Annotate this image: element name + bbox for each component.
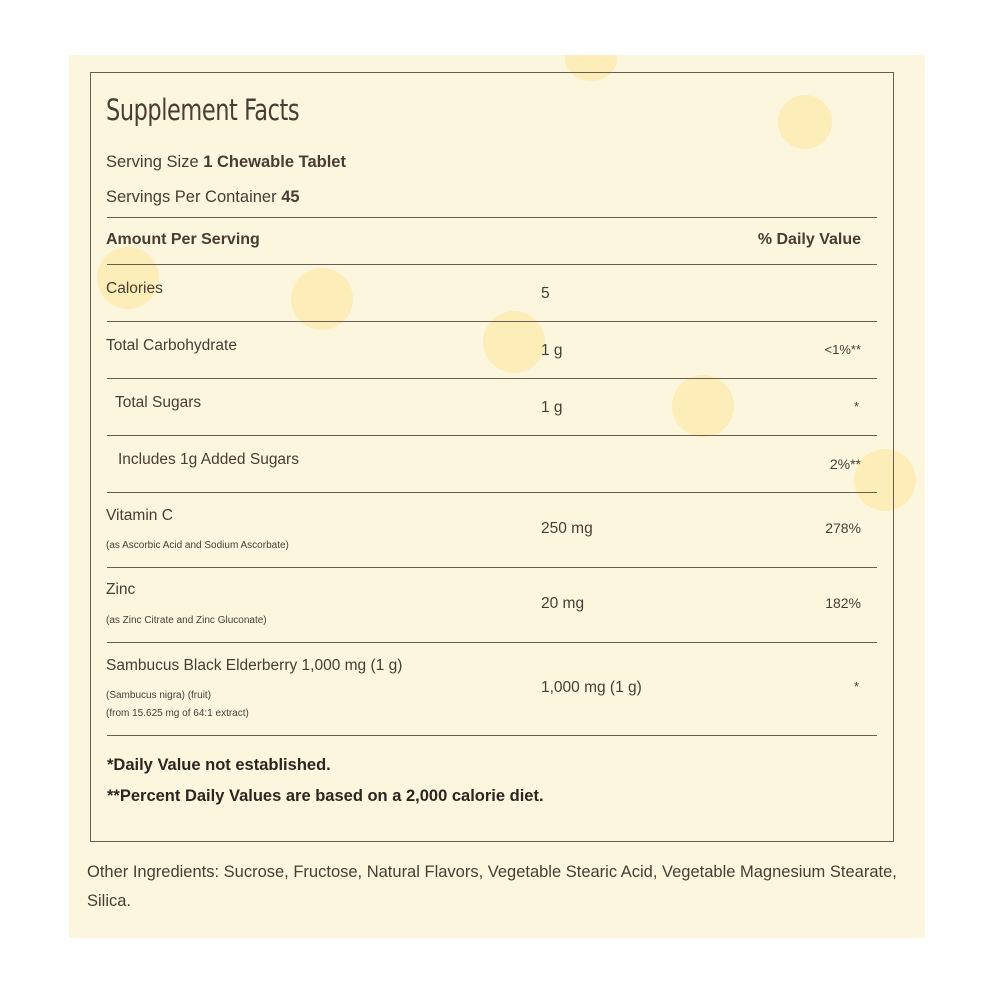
divider <box>107 217 877 218</box>
row-amount: 1 g <box>541 342 563 359</box>
divider <box>107 642 877 643</box>
footnote-percent-daily-values: **Percent Daily Values are based on a 2,000 calorie diet. <box>107 787 544 805</box>
row-daily-value: <1%** <box>824 342 861 357</box>
row-amount: 5 <box>541 285 550 302</box>
serving-size <box>106 153 346 172</box>
row-name: Total Sugars <box>115 394 202 411</box>
row-sub-note: (as Ascorbic Acid and Sodium Ascorbate) <box>106 540 289 551</box>
header-daily-value: % Daily Value <box>757 231 861 248</box>
divider <box>107 567 877 568</box>
divider <box>107 435 877 436</box>
row-daily-value: 2%** <box>829 456 861 472</box>
supplement-facts-box <box>90 72 894 842</box>
row-amount: 20 mg <box>541 595 585 612</box>
divider <box>107 735 877 736</box>
row-name: Total Carbohydrate <box>106 337 237 354</box>
row-amount: 1 g <box>541 399 563 416</box>
row-daily-value: 182% <box>825 595 861 611</box>
servings-per-container <box>106 188 300 207</box>
header-amount-per-serving: Amount Per Serving <box>106 231 260 248</box>
other-ingredients: Other Ingredients: Sucrose, Fructose, Natural Flavors, Vegetable Stearic Acid, Vegetable Magnesium Stearate, Silica. <box>87 863 897 910</box>
divider <box>107 321 877 322</box>
row-name: Includes 1g Added Sugars <box>118 451 299 468</box>
divider <box>107 492 877 493</box>
row-daily-value: * <box>853 679 859 694</box>
serving-size-value: 1 Chewable Tablet <box>203 153 346 171</box>
footnote-dv-not-established: *Daily Value not established. <box>107 756 331 774</box>
divider <box>107 378 877 379</box>
row-sub-note: (Sambucus nigra) (fruit) <box>106 690 212 701</box>
row-name: Zinc <box>106 581 136 598</box>
facts-title: Supplement Facts <box>106 93 300 127</box>
serving-size-label: Serving Size <box>106 153 199 171</box>
row-sub-note: (as Zinc Citrate and Zinc Gluconate) <box>106 615 267 626</box>
row-daily-value: * <box>853 399 859 414</box>
row-name: Sambucus Black Elderberry 1,000 mg (1 g) <box>106 657 403 674</box>
servings-value: 45 <box>281 188 300 206</box>
row-name: Calories <box>106 280 163 297</box>
supplement-facts-panel <box>69 55 925 938</box>
row-sub-note: (from 15.625 mg of 64:1 extract) <box>106 708 249 719</box>
servings-label: Servings Per Container <box>106 188 277 206</box>
row-amount: 250 mg <box>541 520 593 537</box>
row-daily-value: 278% <box>825 520 861 536</box>
row-amount: 1,000 mg (1 g) <box>541 679 642 696</box>
row-name: Vitamin C <box>106 507 173 524</box>
divider <box>107 264 877 265</box>
